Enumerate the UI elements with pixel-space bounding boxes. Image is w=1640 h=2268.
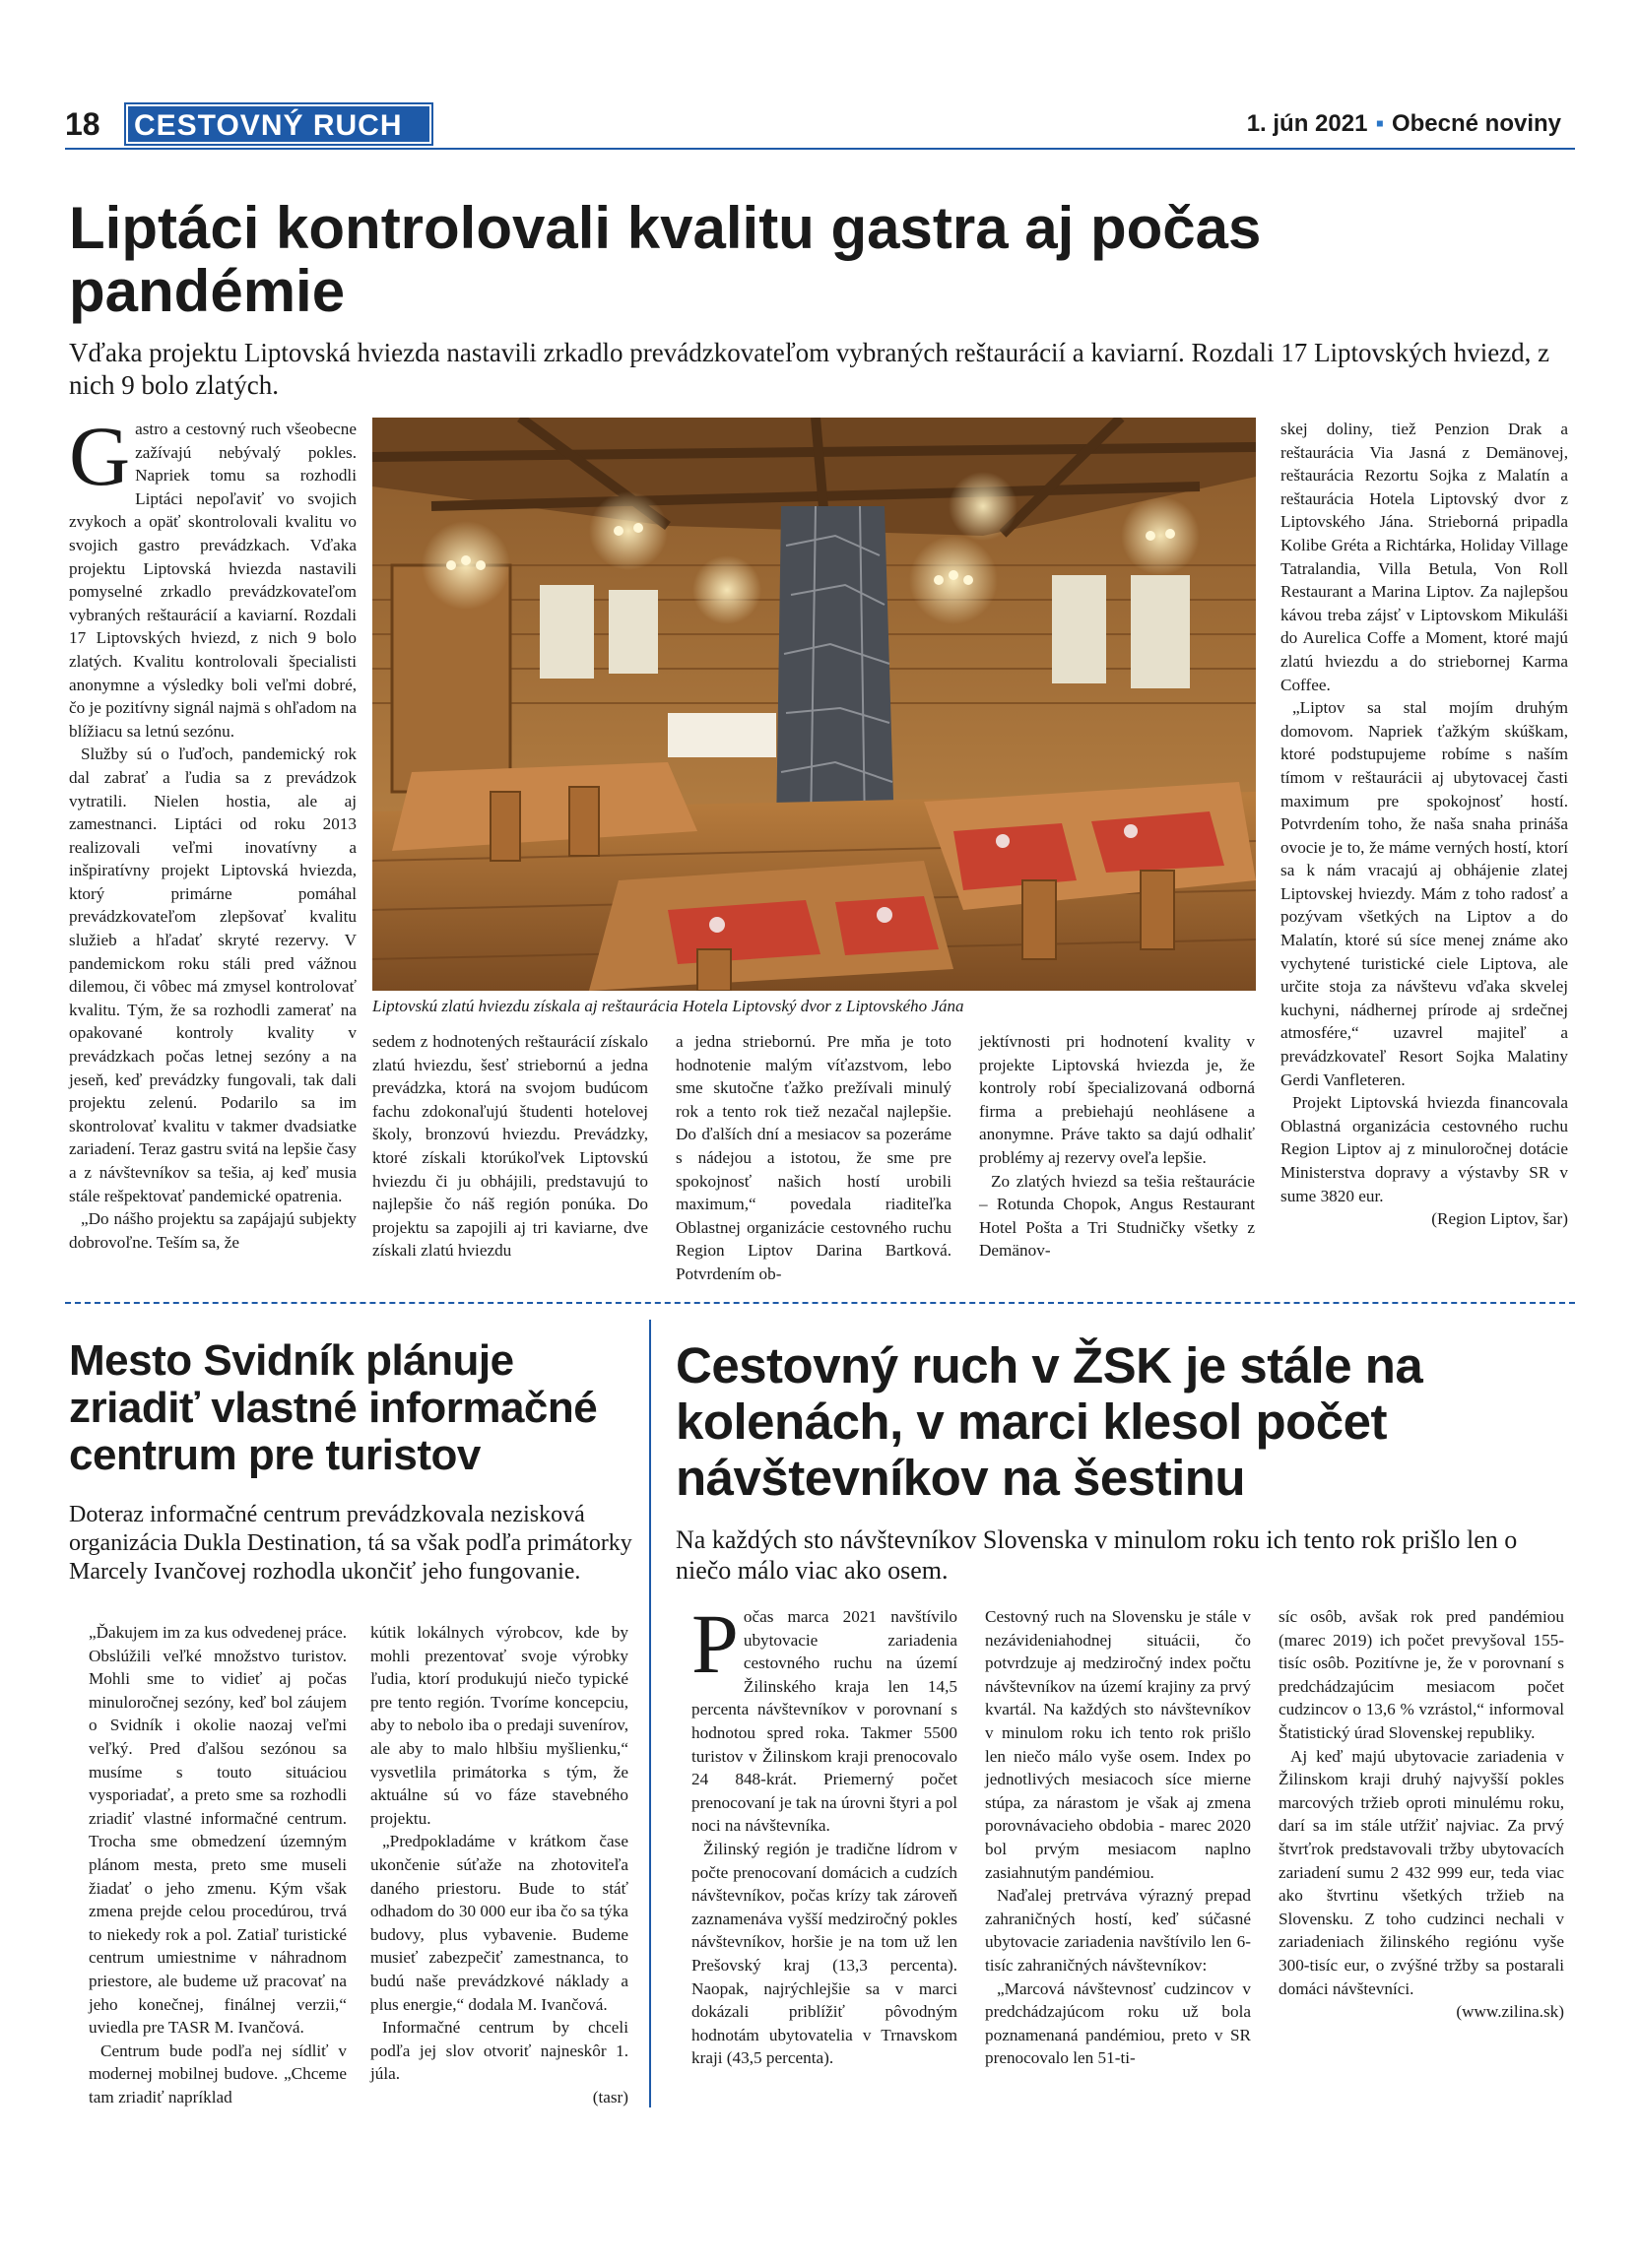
article2-signature: (tasr)	[592, 2087, 628, 2106]
issue-date: 1. jún 2021	[1246, 110, 1368, 137]
paragraph: Služby sú o ľuďoch, pandemický rok dal zabrať a ľudia sa z prevádzok vytratili. Nielen hostia, ale aj zamestnanci. Liptáci od roku 2013 realizovali veľmi inovatívny a inšpiratívny projekt Liptovská hviezda, ktorý primárne pomáhal prevádzkovateľom zlepšovať kvalitu služieb a hľadať skryté rezervy. V pandemickom roku stáli pred vážnou dilemou, či vôbec má zmysel kontrolovať kvalitu. Tým, že sa rozhodli zamerať na opakované kontroly kvality v prevádzkach počas letnej sezóny a na jeseň, keď prevádzky fungovali, tak dali projektu zelenú. Podarilo sa im skontrolovať kvalitu v takmer dvadsiatke zariadení. Teraz gastru svitá na lepšie časy a z návštevníkov sa tešia, aj keď musia stále rešpektovať pandemické opatrenia.	[69, 745, 357, 1205]
paragraph: Zo zlatých hviezd sa tešia reštaurácie – Rotunda Chopok, Angus Restaurant Hotel Pošta a Tri Studničky všetky z Demänov-	[979, 1171, 1255, 1261]
article3-column-1: Počas marca 2021 navštívilo ubytovacie zariadenia cestovného ruchu na území Žilinského kraja len 14,5 percenta návštevníkov v porovnaní s hodnotou spred roka. Takmer 5500 turistov v Žilinskom kraji prenocovalo 24 848-krát. Priemerný počet prenocovaní je tak na úrovni štyri a pol noci na návštevníka. Žilinský región je tradične lídrom v počte prenocovaní domácich a cudzích návštevníkov, počas krízy tak zároveň zaznamenáva vyšší medziročný pokles návštevníkov, horšie je na tom už len Prešovský kraj (13,3 percenta). Naopak, najrýchlejšie sa v marci dokázali priblížiť pôvodným hodnotám ubytovatelia v Trnavskom kraji (43,5 percenta).	[691, 1605, 957, 2070]
paragraph: Aj keď majú ubytovacie zariadenia v Žilinskom kraji druhý najvyšší pokles marcových tržieb oproti minulému roku, darí sa im stále utŕžiť najviac. Za prvý štvrťrok predstavovali tržby ubytovacích zariadení sumu 2 432 999 eur, teda viac ako štvrtinu všetkých tržieb na Slovensku. Z toho cudzinci nechali v zariadeniach žilinského regiónu vyše 300-tisíc eur, o zvýšné tržby sa postarali domáci návštevníci.	[1279, 1746, 1564, 1998]
article3-column-3	[1279, 1605, 1564, 2024]
photo-caption: Liptovskú zlatú hviezdu získala aj reštaurácia Hotela Liptovský dvor z Liptovského Jána	[372, 997, 964, 1015]
dropcap: P	[691, 1596, 739, 1691]
paragraph: Projekt Liptovská hviezda financovala Oblastná organizácia cestovného ruchu Region Liptov aj z minuloročnej dotácie Ministerstva dopravy a výstavby SR v sume 3820 eur.	[1280, 1093, 1568, 1205]
article1-column-3	[676, 1030, 951, 1286]
page-number: 18	[65, 106, 100, 142]
article3-lead: Na každých sto návštevníkov Slovenska v minulom roku ich tento rok prišlo len o niečo málo viac ako osem.	[676, 1525, 1518, 1585]
dropcap: G	[69, 409, 131, 503]
paragraph: „Do nášho projektu sa zapájajú subjekty dobrovoľne. Teším sa, že	[69, 1209, 357, 1252]
article3-title: Cestovný ruch v ŽSK je stále na kolenách, v marci klesol počet návštevníkov na šestinu	[676, 1337, 1423, 1506]
article1-column-5	[1280, 418, 1568, 1231]
paragraph: jektívnosti pri hodnotení kvality v projekte Liptovská hviezda je, že kontroly robí špecializovaná odborná firma a prebiehajú neohlásene a anonymne. Práve takto sa dajú odhaliť problémy aj rezervy oveľa lepšie.	[979, 1032, 1255, 1167]
paragraph: skej doliny, tiež Penzion Drak a reštaurácia Via Jasná z Demänovej, reštaurácia Rezortu Sojka z Malatín a reštaurácia Hotela Liptovský dvor z Liptovského Jána. Strieborná pripadla Kolibe Gréta a Richtárka, Holiday Village Tatralandia, Villa Betula, Von Roll Restaurant a Marina Liptov. Za najlepšou kávou treba zájsť v Liptovskom Mikuláši do Aurelica Coffe a Moment, ktoré majú zlatú hviezdu a do striebornej Karma Coffee.	[1280, 420, 1568, 694]
paragraph: Cestovný ruch na Slovensku je stále v nezávideniahodnej situácii, čo potvrdzuje aj medziročný index počtu návštevníkov na území krajiny za prvý kvartál. Na každých sto návštevníkov v minulom roku ich tento rok prišlo len niečo málo vyše osem. Index po jednotlivých mesiacoch síce mierne stúpa, za nárastom je však aj zmena porovnávacieho obdobia - marec 2020 bol prvým mesiacom naplno zasiahnutým pandémiou.	[985, 1607, 1251, 1882]
article2-lead: Doteraz informačné centrum prevádzkovala nezisková organizácia Dukla Destination, tá sa však podľa primátorky Marcely Ivančovej rozhodla ukončiť jeho fungovanie.	[69, 1502, 632, 1585]
paragraph: síc osôb, avšak rok pred pandémiou (marec 2019) ich počet prevyšoval 155-tisíc osôb. Pozitívne je, že v porovnaní s predchádzajúcim mesiacom počet cudzincov o 13,6 % vzrástol,“ informoval Štatistický úrad Slovenskej republiky.	[1279, 1607, 1564, 1742]
article3-signature: (www.zilina.sk)	[1456, 2002, 1564, 2022]
article1-column-1: Gastro a cestovný ruch všeobecne zažívajú nebývalý pokles. Napriek tomu sa rozhodli Liptáci nepoľaviť vo svojich zvykoch a opäť skontrolovali kvalitu vo svojich gastro prevádzkach. Vďaka projektu Liptovská hviezda nastavili pomyselné zrkadlo prevádzkovateľom vybraných reštaurácií a kaviarní. Rozdali 17 Liptovských hviezd, z nich 9 bolo zlatých. Kvalitu kontrolovali špecialisti anonymne a výsledky boli veľmi dobré, čo je pozitívny signál najmä s ohľadom na blížiacu sa letnú sezónu. Služby sú o ľuďoch, pandemický rok dal zabrať a ľudia sa z prevádzok vytratili. Nielen hostia, ale aj zamestnanci. Liptáci od roku 2013 realizovali veľmi inovatívny a inšpiratívny projekt Liptovská hviezda, ktorý primárne pomáhal prevádzkovateľom zlepšovať kvalitu služieb a hľadať skryté rezervy. V pandemickom roku stáli pred vážnou dilemou, či vôbec má zmysel kontrolovať kvalitu. Tým, že sa rozhodli zamerať na opakované kontroly kvality v prevádzkach počas letnej sezóny a na jeseň, keď prevádzky fungovali, tak dali projektu zelenú. Podarilo sa im skontrolovať kvalitu v takmer dvadsiatke zariadení. Teraz gastru svitá na lepšie časy a z návštevníkov sa tešia, aj keď musia stále rešpektovať pandemické opatrenia. „Do nášho projektu sa zapájajú subjekty dobrovoľne. Teším sa, že	[69, 418, 357, 1254]
article2-title: Mesto Svidník plánuje zriadiť vlastné informačné centrum pre turistov	[69, 1336, 598, 1479]
paragraph: „Liptov sa stal mojím druhým domovom. Napriek ťažkým skúškam, ktoré podstupujeme robíme s naším tímom v reštaurácii aj ubytovacej časti maximum pre spokojnosť hostí. Potvrdením toho, že naša snaha prináša ovocie je to, že máme verných hostí, ktorí sa k nám vracajú aj obhájenie zlatej Liptovskej hviezdy. Mám z toho radosť a pozývam všetkých na Liptov a do Malatín, ktoré sú síce menej známe ako vychytené turistické ciele Liptova, ale určite stoja za návštevu vďaka skvelej kuchyni, nádhernej prírode aj srdečnej atmosfére,“ uzavrel majiteľ a prevádzkovateľ Resort Sojka Malatiny Gerdi Vanfleteren.	[1280, 698, 1568, 1089]
article1-column-2	[372, 1030, 648, 1263]
dateline	[1247, 110, 1561, 138]
section-label: CESTOVNÝ RUCH	[126, 104, 431, 144]
paragraph: Žilinský región je tradične lídrom v počte prenocovaní domácich a cudzích návštevníkov, počas krízy tak zároveň zaznamenáva vyšší medziročný pokles návštevníkov, horšie je na tom už len Prešovský kraj (13,3 percenta). Naopak, najrýchlejšie sa v marci dokázali priblížiť pôvodným hodnotám ubytovatelia v Trnavskom kraji (43,5 percenta).	[691, 1839, 957, 2068]
article-divider	[65, 1302, 1575, 1304]
paragraph: a jedna striebornú. Pre mňa je toto hodnotenie malým víťazstvom, lebo sme skutočne ťažko prežívali minulý rok a tento rok tiež nezačal najlepšie. Do ďalších dní a mesiacov sa pozeráme s nádejou a istotou, že sme pre spokojnosť našich hostí urobili maximum,“ povedala riaditeľka Oblastnej organizácie cestovného ruchu Region Liptov Darina Bartková. Potvrdením ob-	[676, 1032, 951, 1283]
column-divider	[649, 1320, 651, 2107]
header-rule	[65, 148, 1575, 150]
paragraph: sedem z hodnotených reštaurácií získalo zlatú hviezdu, šesť striebornú a jedna prevádzka, ktorá na svojom budúcom fachu zdokonaľujú študenti hotelovej školy, bronzovú hviezdu. Prevádzky, ktoré získali ktorúkoľvek Liptovskú hviezdu či ju obhájili, predstavujú to najlepšie čo náš región ponúka. Do projektu sa zapojili aj tri kaviarne, dve získali zlatú hviezdu	[372, 1032, 648, 1261]
article2-column-2	[370, 1621, 628, 2108]
paragraph: Informačné centrum by chceli podľa jej slov otvoriť najneskôr 1. júla.	[370, 2018, 628, 2084]
paragraph: „Marcová návštevnosť cudzincov v predchádzajúcom roku už bola poznamenaná pandémiou, preto v SR prenocovalo len 51-ti-	[985, 1978, 1251, 2068]
paragraph: Naďalej pretrváva výrazný prepad zahraničných hostí, keď súčasné ubytovacie zariadenia navštívilo len 6-tisíc zahraničných návštevníkov:	[985, 1886, 1251, 1975]
article1-title: Liptáci kontrolovali kvalitu gastra aj počas pandémie	[69, 195, 1262, 324]
paragraph: „Ďakujem im za kus odvedenej práce. Obslúžili veľké množstvo turistov. Mohli sme to vidieť aj počas minuloročnej sezóny, keď bol záujem o Svidník i okolie naozaj veľmi veľký. Pred ďalšou sezónou sa musíme s touto situáciou vysporiadať, a preto sme sa rozhodli zriadiť vlastné informačné centrum. Trocha sme obmedzení územným plánom mesta, preto sme museli žiadať o jeho zmenu. Kým však zmena prejde celou procedúrou, trvá to niekedy rok a pol. Zatiaľ turistické centrum umiestnime v náhradnom priestore, ale budeme už pracovať na jeho konečnej, finálnej verzii,“ uviedla pre TASR M. Ivančová.	[89, 1623, 347, 2038]
paragraph: Centrum bude podľa nej sídliť v modernej mobilnej budove. „Chceme tam zriadiť napríklad	[89, 2041, 347, 2106]
article2-column-1	[89, 1621, 347, 2108]
newspaper-name: Obecné noviny	[1391, 110, 1561, 137]
restaurant-photo	[372, 418, 1256, 991]
article1-lead: Vďaka projektu Liptovská hviezda nastavili zrkadlo prevádzkovateľom vybraných reštaurácií a kaviarní. Rozdali 17 Liptovských hviezd, z nich 9 bolo zlatých.	[69, 338, 1550, 400]
separator-dot: ▪	[1375, 110, 1384, 137]
paragraph: kútik lokálnych výrobcov, kde by mohli prezentovať svoje výrobky ľudia, ktorí produkujú niečo typické pre tento región. Tvoríme koncepciu, aby to nebolo iba o predaji suvenírov, ale aby to malo hlbšiu myšlienku,“ vysvetlila primátorka s tým, že aktuálne sú vo fáze stavebného projektu.	[370, 1623, 628, 1828]
article1-signature: (Region Liptov, šar)	[1431, 1209, 1568, 1229]
restaurant-interior-image	[372, 418, 1256, 991]
article3-column-2	[985, 1605, 1251, 2070]
article1-column-4	[979, 1030, 1255, 1263]
paragraph: „Predpokladáme v krátkom čase ukončenie súťaže na zhotoviteľa daného priestoru. Bude to stáť odhadom do 30 000 eur iba čo sa týka budovy, plus vybavenie. Budeme musieť zabezpečiť zamestnanca, to budú naše prevádzkové náklady a plus energie,“ dodala M. Ivančová.	[370, 1832, 628, 2014]
